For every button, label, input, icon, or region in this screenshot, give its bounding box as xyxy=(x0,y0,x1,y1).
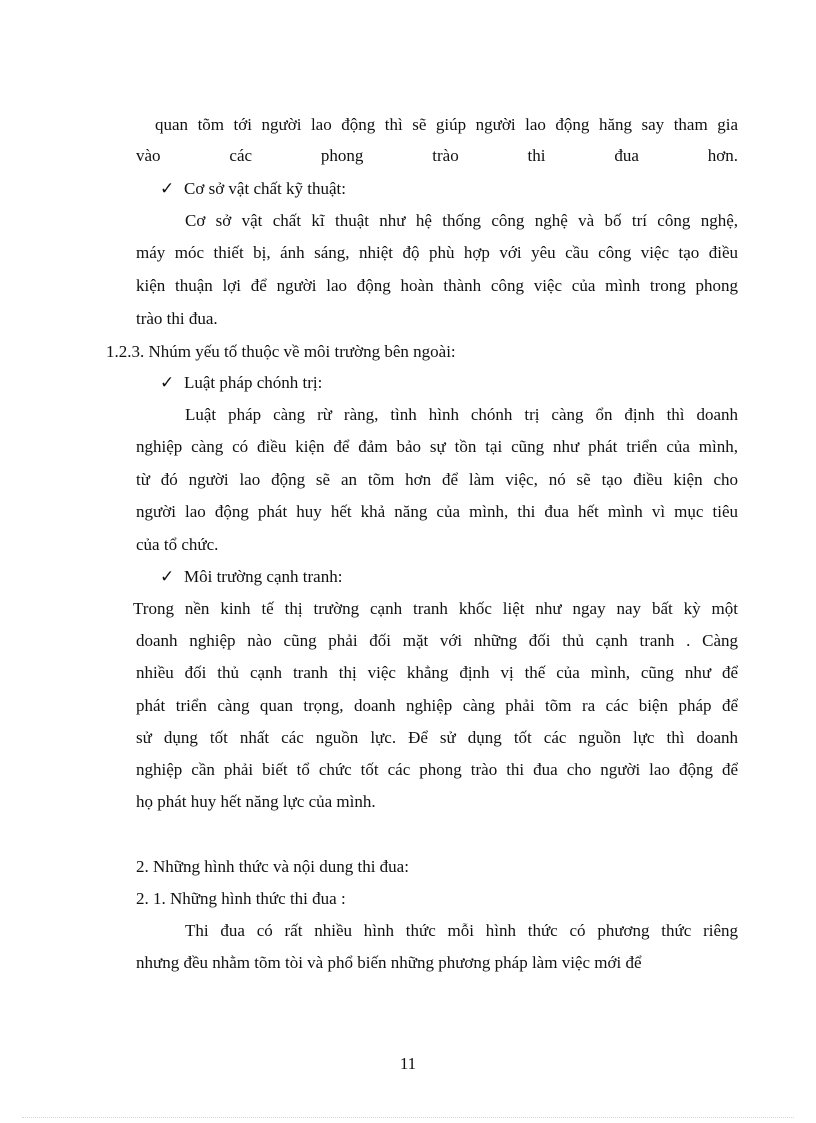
page-footer-divider xyxy=(22,1117,794,1118)
text-line: kiện thuận lợi để người lao động hoàn thành công việc của mình trong phong xyxy=(136,276,738,295)
text-line: từ đó người lao động sẽ an tõm hơn để làm việc, nó sẽ tạo điều kiện cho xyxy=(136,470,738,489)
section-heading: 1.2.3. Nhúm yếu tố thuộc về môi trường bên ngoài: xyxy=(106,342,456,361)
text-line: họ phát huy hết năng lực của mình. xyxy=(136,792,376,811)
text-line: Luật pháp càng rừ ràng, tình hình chónh trị càng ổn định thì doanh xyxy=(185,405,738,424)
text-line: nhưng đều nhằm tõm tòi và phổ biến những phương pháp làm việc mới để xyxy=(136,953,642,972)
text-line: vào các phong trào thi đua hơn. xyxy=(136,146,738,165)
heading-text: Cơ sở vật chất kỹ thuật: xyxy=(184,179,346,198)
text-line: máy móc thiết bị, ánh sáng, nhiệt độ phù hợp với yêu cầu công việc tạo điều xyxy=(136,243,738,262)
text-line: người lao động phát huy hết khả năng của mình, thi đua hết mình vì mục tiêu xyxy=(136,502,738,521)
check-mark-icon: ✓ xyxy=(160,179,175,198)
text-line: nghiệp càng có điều kiện để đảm bảo sự tồn tại cũng như phát triển của mình, xyxy=(136,437,738,456)
text-line: Trong nền kinh tế thị trường cạnh tranh khốc liệt như ngay nay bất kỳ một xyxy=(133,599,738,618)
heading-text: Môi trường cạnh tranh: xyxy=(184,567,343,586)
bullet-heading xyxy=(160,566,342,588)
check-mark-icon: ✓ xyxy=(160,567,175,586)
text-line: phát triển càng quan trọng, doanh nghiệp càng phải tõm ra các biện pháp để xyxy=(136,696,738,715)
section-heading: 2. Những hình thức và nội dung thi đua: xyxy=(136,857,409,876)
page-number: 11 xyxy=(399,1054,417,1073)
text-line: nhiều đối thủ cạnh tranh thị việc khẳng định vị thế của mình, cũng như để xyxy=(136,663,738,682)
text-line: trào thi đua. xyxy=(136,309,218,328)
subsection-heading: 2. 1. Những hình thức thi đua : xyxy=(136,889,346,908)
text-line: của tổ chức. xyxy=(136,535,219,554)
bullet-heading xyxy=(160,372,322,394)
text-line: doanh nghiệp nào cũng phải đối mặt với những đối thủ cạnh tranh . Càng xyxy=(136,631,738,650)
check-mark-icon: ✓ xyxy=(160,373,175,392)
bullet-heading xyxy=(160,178,346,200)
text-line: sử dụng tốt nhất các nguồn lực. Để sử dụng tốt các nguồn lực thì doanh xyxy=(136,728,738,747)
text-line: quan tõm tới người lao động thì sẽ giúp người lao động hăng say tham gia xyxy=(155,115,738,134)
text-line: Cơ sở vật chất kĩ thuật như hệ thống công nghệ và bố trí công nghệ, xyxy=(185,211,738,230)
text-line: Thi đua có rất nhiều hình thức mỗi hình thức có phương thức riêng xyxy=(185,921,738,940)
heading-text: Luật pháp chónh trị: xyxy=(184,373,323,392)
text-line: nghiệp cần phải biết tổ chức tốt các phong trào thi đua cho người lao động để xyxy=(136,760,738,779)
